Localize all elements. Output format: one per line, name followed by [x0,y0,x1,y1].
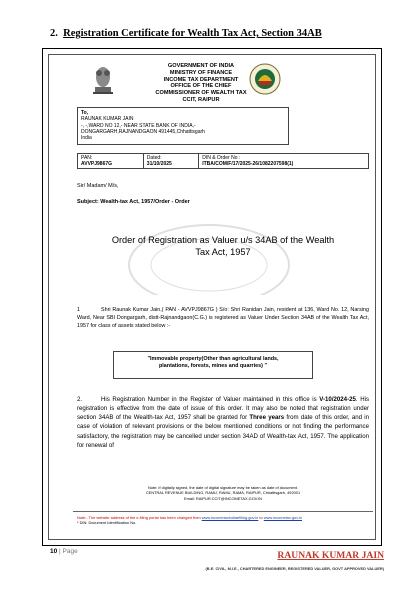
author-name: RAUNAK KUMAR JAIN [277,550,384,561]
dated-cell [143,154,198,169]
page-number [50,548,78,555]
dated-label: Dated: [146,155,162,161]
din-cell [199,154,369,169]
pan-label: PAN: [81,155,93,161]
page-word: | Page [59,548,78,555]
header-line: CCIT, RAIPUR [182,97,220,104]
certificate-document [48,54,376,540]
office-address: CENTRAL REVENUE BUILDING, RAMU, RAMU, RAMA, RAIPUR, Chhattisgarh, 492001 [145,490,301,496]
order-meta-table [77,153,369,169]
subject-line: Subject: Wealth-tax Act, 1957/Order - Order [77,199,190,205]
din-label: DIN & Order No : [202,155,241,161]
order-title [89,235,357,259]
author-credentials: (B.E. CIVIL, M.I.E., CHARTERED ENGINEER, REGISTERED VALUER, GOVT APPROVED VALUER) [205,566,384,571]
pan-value: AVVPJ9867G [81,161,113,167]
state-emblem-icon [89,63,117,97]
addressee-line: DONGARGARH,RAJNANDGAON 491445,Chhattisgarh [81,128,205,135]
din-footnote: * DIN: Document Identification No. [77,520,137,526]
paragraph-text: from date of this order, and in case of violation of relevant provisions or the below mentioned conditions or not finding the performance satisfactory, the registration may be cancelled under section 34AD of Wealth-tax Act, 1957. The application for renewal of [77,414,369,449]
dated-value: 31/10/2025 [146,161,172,167]
old-website-link[interactable]: www.incometaxindiaefiling.gov.in [201,515,259,520]
registration-number: V-10/2024-25 [319,396,356,403]
order-title-line: Order of Registration as Valuer u/s 34AB of the Wealth [111,235,335,245]
addressee-line: India [81,135,92,141]
asset-class-box [113,351,313,379]
signature-note: Note: If digitally signed, the date of digital signature may be taken as date of document. [148,485,298,490]
website-note-to: to [259,515,263,520]
addressee-box [77,107,289,145]
website-note-text: Note:- The website address of the e-filing portal has been changed from [77,515,201,520]
to-label: To, [81,110,89,116]
asset-class-line: "Immovable property(Other than agricultural lands, [147,356,279,362]
paragraph-text: . His registration is effective from the date of issue of this order. It may also be noted that registration under section 34AB of the Wealth-tax Act, 1957 shall be granted for [77,396,370,422]
certificate-header [145,63,257,104]
new-website-link[interactable]: www.incometax.gov.in [263,515,302,520]
office-address-block [77,485,369,501]
paragraph-text: His Registration Number in the Register of Valuer maintained in this office is [101,396,320,403]
page-number-value: 10 [50,548,58,555]
din-value: ITBA/COM/F/17/2025-26/1082207598(1) [202,161,294,167]
header-line: COMMISSIONER OF WEALTH TAX [155,90,247,97]
section-number: 2. [50,28,58,39]
asset-class-line: plantations, forests, mines and quarries) " [159,363,267,370]
divider [73,511,373,512]
pan-cell [78,154,144,169]
paragraph-number: 1 [77,307,80,313]
paragraph-1 [77,307,369,330]
office-email: Email: RAIPUR.CCIT@INCOMETAX.GOV.IN [184,495,262,501]
paragraph-text: Shri Raunak Kumar Jain,( PAN - AVVPJ9867G ) S/o: Shri Ranidan Jain, resident at 136, Ward No. 12, Narsing Ward, Near SBI Dongargarh, distt-Rajnandgaon(C.G.) is registered as Valuer Under Section 34AB of the Wealth Tax Act, 1957 for class of assets stated below :- [77,307,369,329]
header-line: OFFICE OF THE CHIEF [170,83,232,90]
paragraph-2 [77,395,369,450]
order-title-line: Tax Act, 1957 [195,246,251,257]
section-title: Registration Certificate for Wealth Tax Act, Section 34AB [63,28,322,39]
website-note [77,515,369,526]
registration-term: Three years [249,414,285,422]
section-heading [50,28,322,39]
income-tax-logo-icon [249,63,281,95]
salutation: Sir/ Madam/ M/s, [77,183,119,189]
addressee-line: -, -,WARD NO 12,- NEAR STATE BANK OF INDIA,- [81,122,196,129]
addressee-line: RAUNAK KUMAR JAIN [81,116,134,123]
header-line: MINISTRY OF FINANCE [169,69,233,76]
header-line: GOVERNMENT OF INDIA [167,63,235,69]
paragraph-number: 2. [77,396,83,403]
header-line: INCOME TAX DEPARTMENT [163,76,239,83]
